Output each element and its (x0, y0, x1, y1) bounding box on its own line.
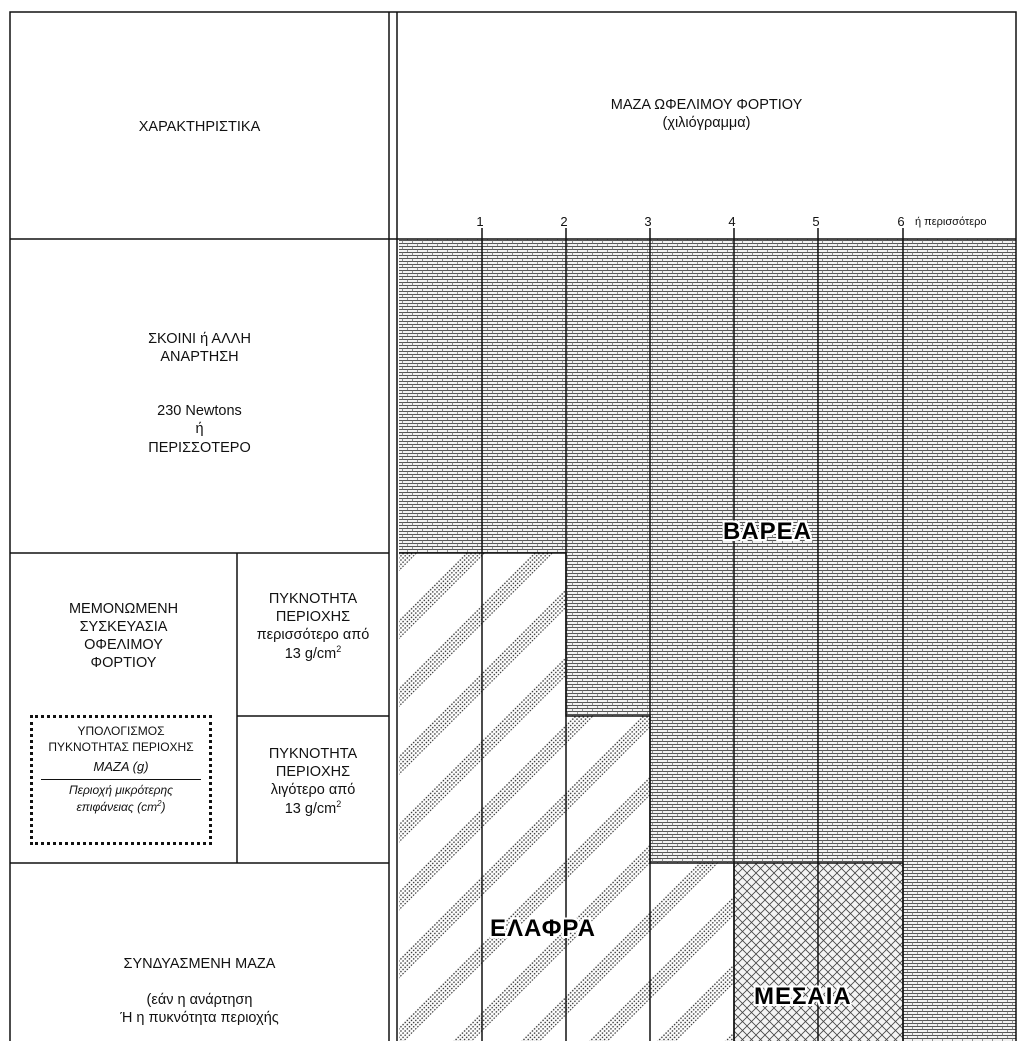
fraction-line (41, 779, 201, 780)
light-label: ΕΛΑΦΡΑ (490, 915, 596, 942)
payload-mass-header (397, 96, 1016, 132)
combined-mass-cell: ΣΥΝΔΥΑΣΜΕΝΗ ΜΑΖΑ (εάν η ανάρτηση Ή η πυκνότητα περιοχής (120, 956, 279, 1027)
density-low-cell: ΠΥΚΝΟΤΗΤΑ ΠΕΡΙΟΧΗΣ λιγότερο από 13 $g/cm^2$ (268, 746, 358, 818)
payload-mass-unit: (χιλιόγραμμα) (662, 115, 751, 132)
calc-denominator-1: Περιοχή μικρότερης (68, 783, 174, 798)
characteristics-header: ΧΑΡΑΚΤΗΡΙΣΤΙΚΑ (138, 119, 261, 135)
tick-label-5: 5 (812, 214, 820, 229)
calc-denominator-2: επιφάνειας $(cm^2)$ (76, 798, 166, 814)
density-high-cell: ΠΥΚΝΟΤΗΤΑ ΠΕΡΙΟΧΗΣ περισσότερο από 13 $g/cm^2$ (256, 591, 370, 663)
tick-label-3: 3 (644, 214, 652, 229)
tick-label-1: 1 (476, 214, 484, 229)
tick-label-more: ή περισσότερο (915, 216, 987, 228)
tick-label-2: 2 (560, 214, 568, 229)
calc-numerator: ΜΑΖΑ (g) (93, 759, 149, 775)
rope-suspension-cell: ΣΚΟΙΝΙ ή ΑΛΛΗ ΑΝΑΡΤΗΣΗ 230 Newtons ή ΠΕΡΙΣΣΟΤΕΡΟ (148, 331, 251, 456)
medium-label: ΜΕΣΑΙΑ (754, 983, 852, 1010)
density-calculation-box: ΥΠΟΛΟΓΙΣΜΟΣ ΠΥΚΝΟΤΗΤΑΣ ΠΕΡΙΟΧΗΣ ΜΑΖΑ (g) Περιοχή μικρότερης επιφάνειας $(cm^2)$ (30, 715, 212, 845)
heavy-label: ΒΑΡΕΑ (723, 518, 813, 545)
tick-label-6: 6 (897, 214, 905, 229)
single-payload-cell: ΜΕΜΟΝΩΜΕΝΗ ΣΥΣΚΕΥΑΣΙΑ ΟΦΕΛΙΜΟΥ ΦΟΡΤΙΟΥ (68, 601, 179, 672)
payload-mass-title: ΜΑΖΑ ΩΦΕΛΙΜΟΥ ΦΟΡΤΙΟΥ (610, 97, 803, 113)
tick-label-4: 4 (728, 214, 736, 229)
